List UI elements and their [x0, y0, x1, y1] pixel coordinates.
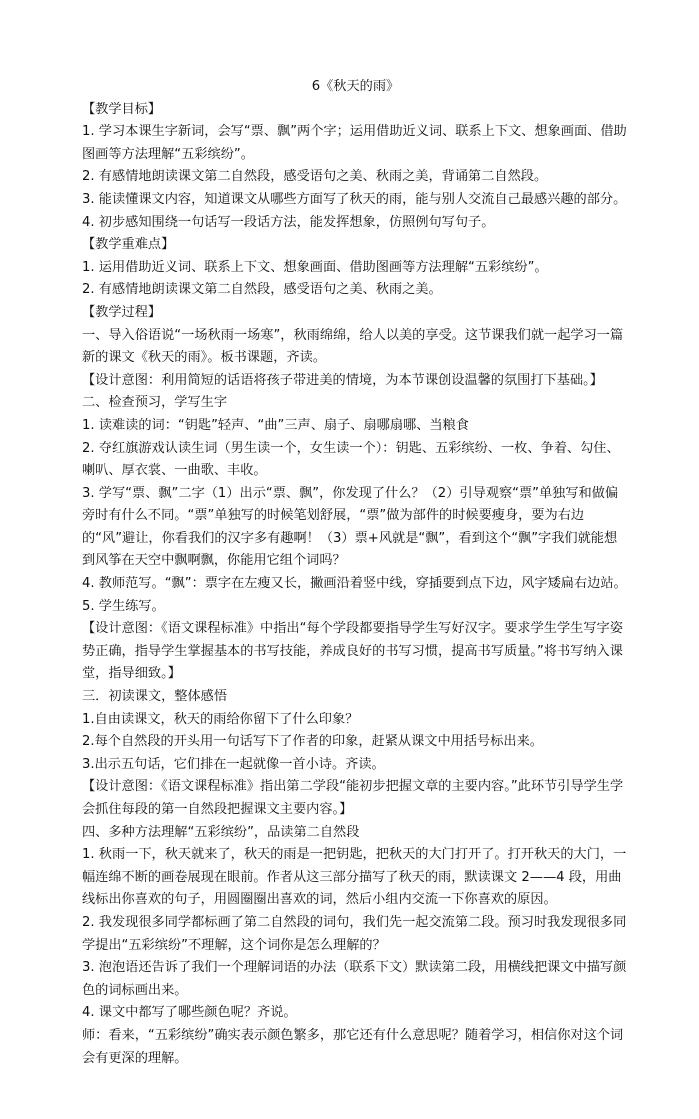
part3-heading: 三．初读课文，整体感悟 [82, 689, 228, 705]
objectives-heading: 【教学目标】 [82, 101, 162, 117]
objective-item: 3. 能读懂课文内容，知道课文从哪些方面写了秋天的雨，能与别人交流自己最感兴趣的部分。 [82, 191, 627, 207]
page-title: 6《秋天的雨》 [311, 79, 400, 94]
process-heading: 【教学过程】 [82, 304, 162, 320]
part3-design-intent: 【设计意图：《语文课程标准》指出第二学段“能初步把握文章的主要内容。”此环节引导学生学会抓住每段的第一自然段把握课文主要内容。】 [82, 779, 624, 817]
part4-item: 1. 秋雨一下，秋天就来了，秋天的雨是一把钥匙，把秋天的大门打开了。打开秋天的大门，一幅连绵不断的画卷展现在眼前。作者从这三部分描写了秋天的雨，默读课文 2——4 段，用曲线标出你喜欢的句子，用圆圈圈出喜欢的词，然后小组内交流一下你喜欢的原因。 [82, 847, 627, 908]
key-points-heading: 【教学重难点】 [82, 237, 175, 253]
part1-design-intent: 【设计意图：利用简短的话语将孩子带进美的情境，为本节课创设温馨的氛围打下基础。】 [82, 372, 603, 388]
part2-item: 5. 学生练写。 [82, 598, 165, 614]
part4-item: 师：看来，“五彩缤纷”确实表示颜色繁多，那它还有什么意思呢？随着学习，相信你对这个词会有更深的理解。 [82, 1027, 624, 1066]
part2-heading: 二、检查预习，学写生字 [82, 395, 228, 411]
objective-item: 2. 有感情地朗读课文第二自然段，感受语句之美、秋雨之美，背诵第二自然段。 [82, 169, 548, 185]
objective-item: 1. 学习本课生字新词，会写“票、飘”两个字；运用借助近义词、联系上下文、想象画面、借助图画等方法理解“五彩缤纷”。 [82, 124, 627, 162]
objective-item: 4. 初步感知围绕一句话写一段话方法，能发挥想象，仿照例句写句子。 [82, 214, 495, 230]
part2-design-intent: 【设计意图：《语文课程标准》中指出“每个学段都要指导学生写好汉字。要求学生学生写字姿势正确，指导学生掌握基本的书写技能，养成良好的书写习惯，提高书写质量。”将书写纳入课堂，指导细致。】 [82, 621, 623, 682]
part4-item: 2. 我发现很多同学都标画了第二自然段的词句，我们先一起交流第二段。预习时我发现很多同学提出“五彩缤纷”不理解，这个词你是怎么理解的？ [82, 914, 627, 953]
part3-item: 3.出示五句话，它们排在一起就像一首小诗。齐读。 [82, 756, 385, 772]
part2-item: 4. 教师范写。“飘”：票字在左瘦又长，撇画沿着竖中线，穿插要到点下边，风字矮扁右边站。 [82, 576, 627, 592]
part1-heading: 一、导入俗语说“一场秋雨一场寒”，秋雨绵绵，给人以美的享受。这节课我们就一起学习一篇新的课文《秋天的雨》。板书课题，齐读。 [82, 327, 624, 366]
part4-heading: 四、多种方法理解“五彩缤纷”，品读第二自然段 [82, 824, 360, 840]
key-point-item: 1. 运用借助近义词、联系上下文、想象画面、借助图画等方法理解“五彩缤纷”。 [82, 259, 548, 275]
key-point-item: 2. 有感情地朗读课文第二自然段，感受语句之美、秋雨之美。 [82, 282, 442, 298]
part2-item: 3. 学写“票、飘”二字（1）出示“票、飘”，你发现了什么？（2）引导观察“票”单独写和做偏旁时有什么不同。“票”单独写的时候笔划舒展，“票”做为部件的时候要瘦身，要为右边的“风”避让，你看我们的汉字多有趣啊！（3）票+风就是“飘”，看到这个“飘”字我们就能想到风筝在天空中飘啊飘，你能用它组个词吗？ [82, 485, 619, 569]
part3-item: 2.每个自然段的开头用一句话写下了作者的印象，赶紧从课文中用括号标出来。 [82, 734, 543, 750]
part2-item: 1. 读难读的词：“钥匙”轻声、“曲”三声、扇子、扇哪扇哪、当粮食 [82, 417, 469, 433]
part2-item: 2. 夺红旗游戏认读生词（男生读一个，女生读一个）：钥匙、五彩缤纷、一枚、争着、勾住、喇叭、厚衣裳、一曲歌、丰收。 [82, 440, 620, 479]
part3-item: 1.自由读课文，秋天的雨给你留下了什么印象？ [82, 711, 359, 727]
part4-item: 4. 课文中都写了哪些颜色呢？齐说。 [82, 1005, 297, 1021]
part4-item: 3. 泡泡语还告诉了我们一个理解词语的办法（联系下文）默读第二段，用横线把课文中描写颜色的词标画出来。 [82, 960, 627, 998]
